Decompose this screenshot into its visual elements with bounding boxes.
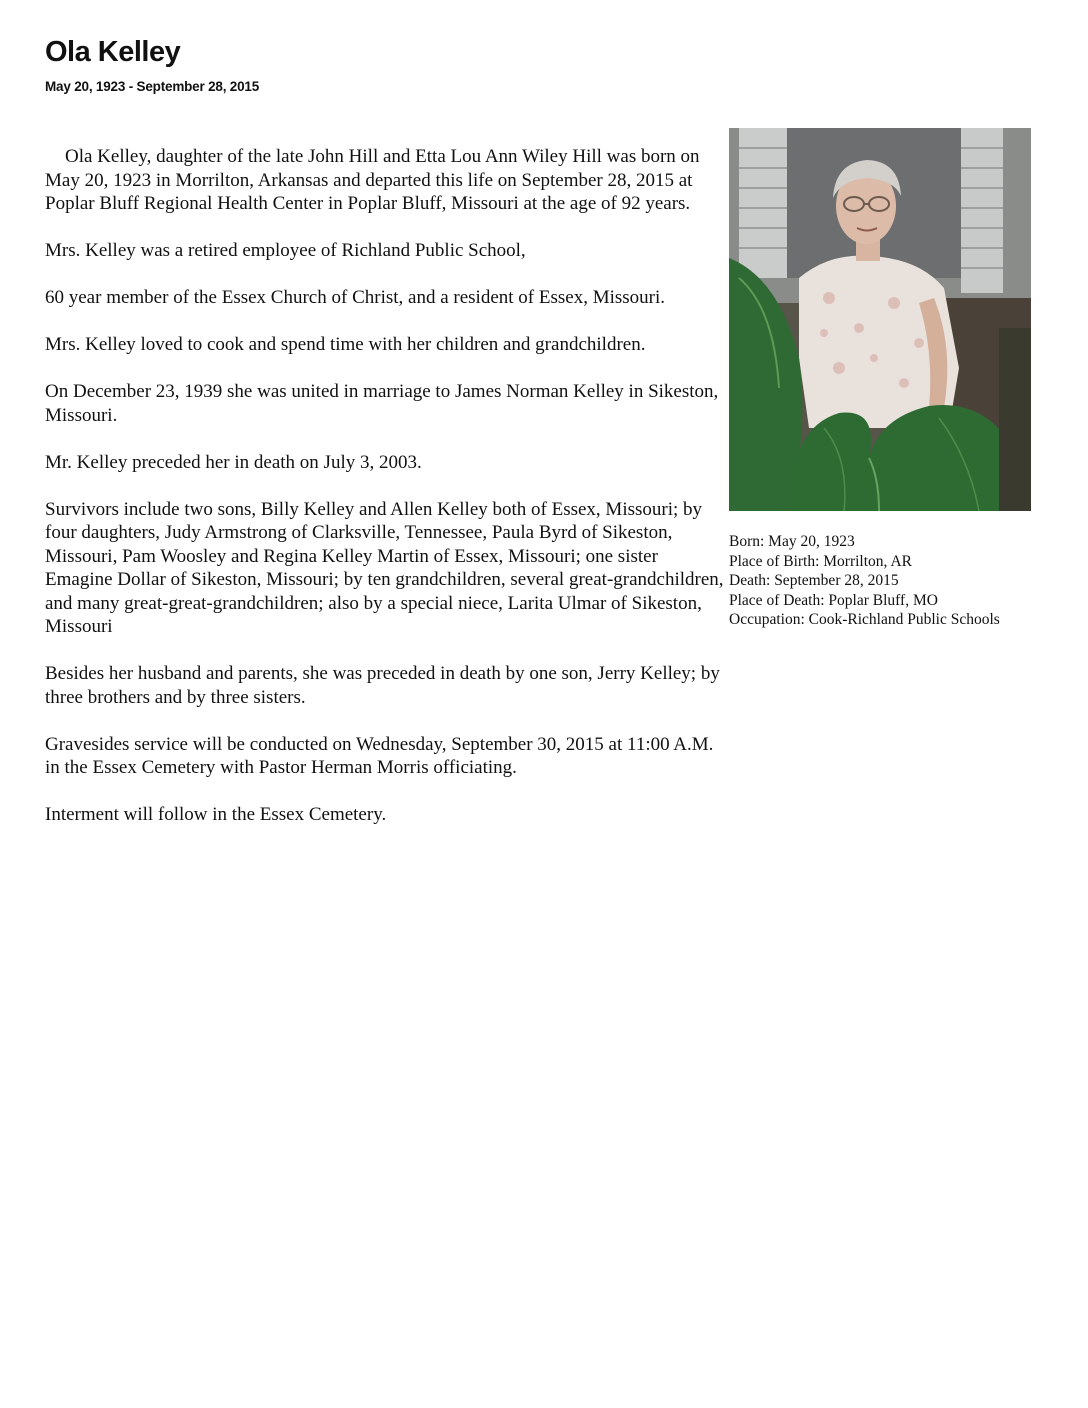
obituary-paragraph: Survivors include two sons, Billy Kelley and Allen Kelley both of Essex, Missouri; by four daughters, Judy Armstrong of Clarksville, Tennessee, Paula Byrd of Sikeston, Missouri, Pam Woosley and Regina Kelley Martin of Essex, Missouri; one sister Emagine Dollar of Sikeston, Missouri; by ten grandchildren, several great-grandchildren, and many great-great-grandchildren; also by a special niece, Larita Ulmar of Sikeston, Missouri: [45, 498, 724, 637]
fact-place-of-death: Place of Death: Poplar Bluff, MO: [729, 591, 938, 609]
obituary-body: [45, 145, 725, 850]
obituary-paragraph: Interment will follow in the Essex Cemetery.: [45, 804, 387, 825]
obituary-name: Ola Kelley: [45, 36, 181, 68]
obituary-paragraph: Mr. Kelley preceded her in death on July 3, 2003.: [45, 451, 422, 473]
fact-born: Born: May 20, 1923: [729, 533, 855, 550]
obituary-paragraph: Mrs. Kelley loved to cook and spend time with her children and grandchildren.: [45, 334, 646, 355]
fact-place-of-birth: Place of Birth: Morrilton, AR: [729, 552, 912, 570]
vital-facts: [729, 532, 1069, 630]
portrait-photo: [729, 128, 1031, 511]
obituary-paragraph: Ola Kelley, daughter of the late John Hill and Etta Lou Ann Wiley Hill was born on May 20, 1923 in Morrilton, Arkansas and departed this life on September 28, 2015 at Poplar Bluff Regional Health Center in Poplar Bluff, Missouri at the age of 92 years.: [45, 146, 700, 214]
fact-death: Death: September 28, 2015: [729, 572, 899, 590]
life-dates: May 20, 1923 - September 28, 2015: [45, 79, 260, 94]
fact-occupation: Occupation: Cook-Richland Public Schools: [729, 611, 1000, 629]
obituary-paragraph: Besides her husband and parents, she was preceded in death by one son, Jerry Kelley; by three brothers and by three sisters.: [45, 663, 720, 708]
obituary-paragraph: Gravesides service will be conducted on Wednesday, September 30, 2015 at 11:00 A.M. in the Essex Cemetery with Pastor Herman Morris officiating.: [45, 733, 714, 778]
obituary-paragraph: On December 23, 1939 she was united in marriage to James Norman Kelley in Sikeston, Missouri.: [45, 381, 719, 426]
obituary-paragraph: 60 year member of the Essex Church of Christ, and a resident of Essex, Missouri.: [45, 287, 666, 308]
obituary-paragraph: Mrs. Kelley was a retired employee of Richland Public School,: [45, 240, 526, 261]
